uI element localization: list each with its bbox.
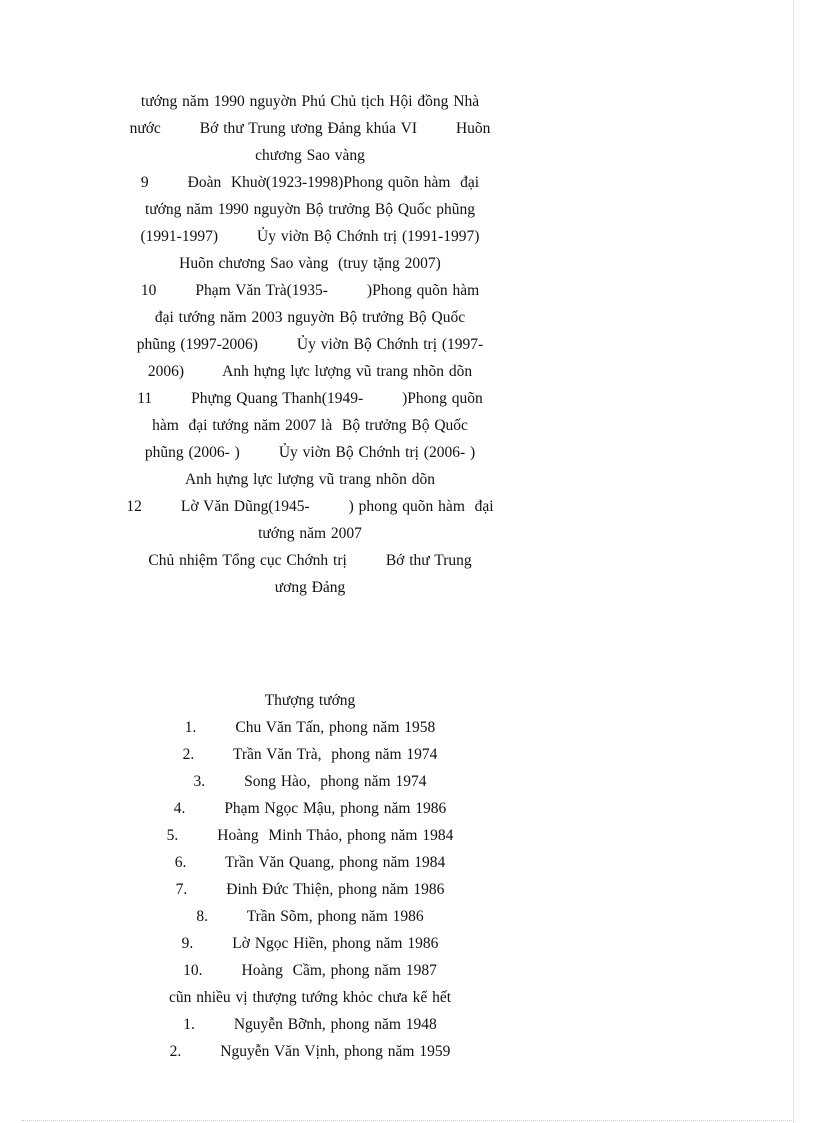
list-item: 3. Song Hào, phong năm 1974 <box>193 773 427 790</box>
text-line: (1991-1997) Ủy viờn Bộ Chớnh trị (1991-1997) <box>140 228 480 245</box>
list-item: 4. Phạm Ngọc Mậu, phong năm 1986 <box>173 800 447 817</box>
text-line: nước Bớ thư Trung ương Đảng khúa VI Huõn <box>129 120 491 137</box>
text-line: Anh hựng lực lượng vũ trang nhõn dõn <box>184 471 436 488</box>
text-line: chương Sao vàng <box>255 147 365 164</box>
text-line: phũng (1997-2006) Ủy viờn Bộ Chớnh trị (1997- <box>136 336 484 353</box>
list-item: 6. Trần Văn Quang, phong năm 1984 <box>174 854 446 871</box>
text-line: tướng năm 1990 nguyờn Bộ trưởng Bộ Quốc phũng <box>144 201 476 218</box>
text-line: tướng năm 1990 nguyờn Phú Chủ tịch Hội đồng Nhà <box>140 93 480 110</box>
section-title: Thượng tướng <box>264 692 356 709</box>
list-item: 9. Lờ Ngọc Hiền, phong năm 1986 <box>181 935 439 952</box>
text-line: hàm đại tướng năm 2007 là Bộ trưởng Bộ Quốc <box>152 417 468 434</box>
list-item: 10. Hoàng Cầm, phong năm 1987 <box>183 962 437 979</box>
list-item: 8. Trần Sõm, phong năm 1986 <box>196 908 424 925</box>
text-line: phũng (2006- ) Ủy viờn Bộ Chớnh trị (2006- ) <box>144 444 476 461</box>
list-item: 1. Nguyễn Bỡnh, phong năm 1948 <box>183 1016 437 1033</box>
text-line: Chủ nhiệm Tổng cục Chớnh trị Bớ thư Trung <box>148 552 472 569</box>
senior-lieutenant-generals-block <box>0 687 620 1065</box>
list-item: 7. Đinh Đức Thiện, phong năm 1986 <box>175 881 445 898</box>
text-line: ương Đảng <box>274 579 346 596</box>
list-item: 2. Nguyễn Văn Vịnh, phong năm 1959 <box>169 1043 451 1060</box>
generals-text-block <box>0 88 620 601</box>
text-line: 9 Đoàn Khuờ(1923-1998)Phong quõn hàm đại <box>140 174 480 191</box>
text-line: cũn nhiều vị thượng tướng khỏc chưa kể hết <box>168 989 452 1006</box>
text-line: đại tướng năm 2003 nguyờn Bộ trưởng Bộ Quốc <box>154 309 466 326</box>
text-line: tướng năm 2007 <box>258 525 362 542</box>
list-item: 1. Chu Văn Tấn, phong năm 1958 <box>184 719 436 736</box>
text-line: 2006) Anh hựng lực lượng vũ trang nhõn dõn <box>147 363 473 380</box>
list-item: 5. Hoàng Minh Thảo, phong năm 1984 <box>166 827 454 844</box>
text-line: Huõn chương Sao vàng (truy tặng 2007) <box>179 255 441 272</box>
text-line: 10 Phạm Văn Trà(1935- )Phong quõn hàm <box>140 282 480 299</box>
text-line: 12 Lờ Văn Dũng(1945- ) phong quõn hàm đại <box>126 498 494 515</box>
text-line: 11 Phựng Quang Thanh(1949- )Phong quõn <box>137 390 483 407</box>
list-item: 2. Trần Văn Trà, phong năm 1974 <box>182 746 438 763</box>
page-margin-guide <box>792 0 794 1123</box>
page-bottom-border <box>22 1120 794 1121</box>
